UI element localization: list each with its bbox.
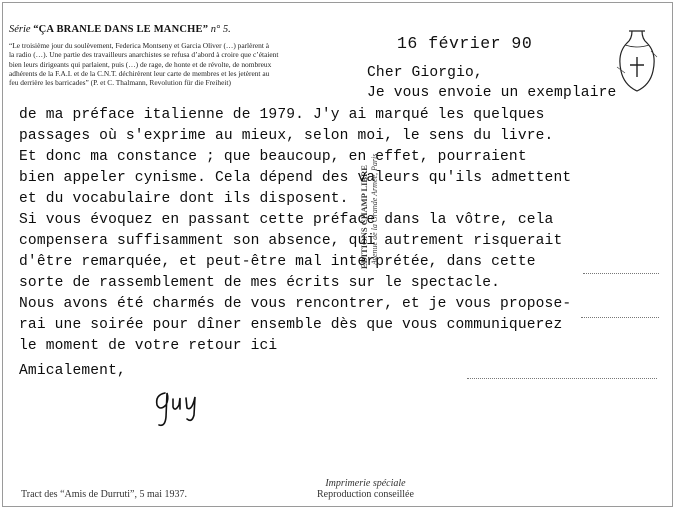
letter-line: bien appeler cynisme. Cela dépend des valeurs qu'ils admettent <box>19 170 572 186</box>
series-title: “ÇA BRANLE DANS LE MANCHE” <box>33 24 209 35</box>
letter-closing: Amicalement, <box>19 363 126 379</box>
reproduction-label: Reproduction conseillée <box>317 489 414 500</box>
signature-drawing <box>153 385 213 431</box>
series-heading <box>9 24 231 35</box>
vase-drawing-icon <box>615 27 661 97</box>
letter-line: et du vocabulaire dont ils disposent. <box>19 191 349 207</box>
address-line <box>467 378 657 379</box>
address-line <box>581 317 659 318</box>
letter-line: compensera suffisamment son absence, qui autrement risquerait <box>19 233 563 249</box>
letter-salutation: Cher Giorgio, <box>367 65 483 81</box>
quote-line: bien leurs dirigeants qui parlaient, puis (…) de rage, de honte et de révolte, de nombreux <box>9 59 272 69</box>
tract-credit: Tract des “Amis de Durruti”, 5 mai 1937. <box>21 489 187 500</box>
postcard <box>2 2 673 507</box>
letter-line: Nous avons été charmés de vous rencontrer, et je vous propose- <box>19 296 572 312</box>
printing-note <box>317 478 414 500</box>
letter-line: Je vous envoie un exemplaire <box>367 85 617 101</box>
quote-line: la radio (…). Une partie des travailleurs anarchistes se refusa d’abord à croire que c’étaient <box>9 50 279 60</box>
quote-line: feu derrière les barricades” (P. et C. Thalmann, Revolution für die Freiheit) <box>9 78 231 88</box>
printed-quote <box>9 41 379 87</box>
letter-line: sorte de rassemblement de mes écrits sur le spectacle. <box>19 275 501 291</box>
letter-line: rai une soirée pour dîner ensemble dès que vous communiquerez <box>19 317 563 333</box>
letter-date: 16 février 90 <box>397 34 533 53</box>
letter-line: de ma préface italienne de 1979. J'y ai marqué les quelques <box>19 107 545 123</box>
quote-line: “Le troisième jour du soulèvement, Federica Montseny et Garcia Oliver (…) parlèrent à <box>9 41 270 50</box>
quote-line: adhérents de la F.A.I. et de la C.N.T. déchirèrent leur carte de membres et les jetèrent au <box>9 68 270 78</box>
letter-line: le moment de votre retour ici <box>19 338 278 354</box>
printing-label: Imprimerie spéciale <box>325 478 406 489</box>
publisher-address: Avenue de la Grande Armée, Paris <box>370 153 379 265</box>
address-line <box>583 273 659 274</box>
series-prefix: Série <box>9 24 31 35</box>
letter-line: Et donc ma constance ; que beaucoup, en effet, pourraient <box>19 149 527 165</box>
letter-line: passages où s'exprime au mieux, selon moi, le sens du livre. <box>19 128 554 144</box>
publisher-name: EDITIONS CHAMP LIBRE <box>359 165 369 269</box>
letter-line: Si vous évoquez en passant cette préface dans la vôtre, cela <box>19 212 554 228</box>
letter-line: d'être remarquée, et peut-être mal interprétée, dans cette <box>19 254 536 270</box>
series-number: n° 5. <box>210 24 231 35</box>
